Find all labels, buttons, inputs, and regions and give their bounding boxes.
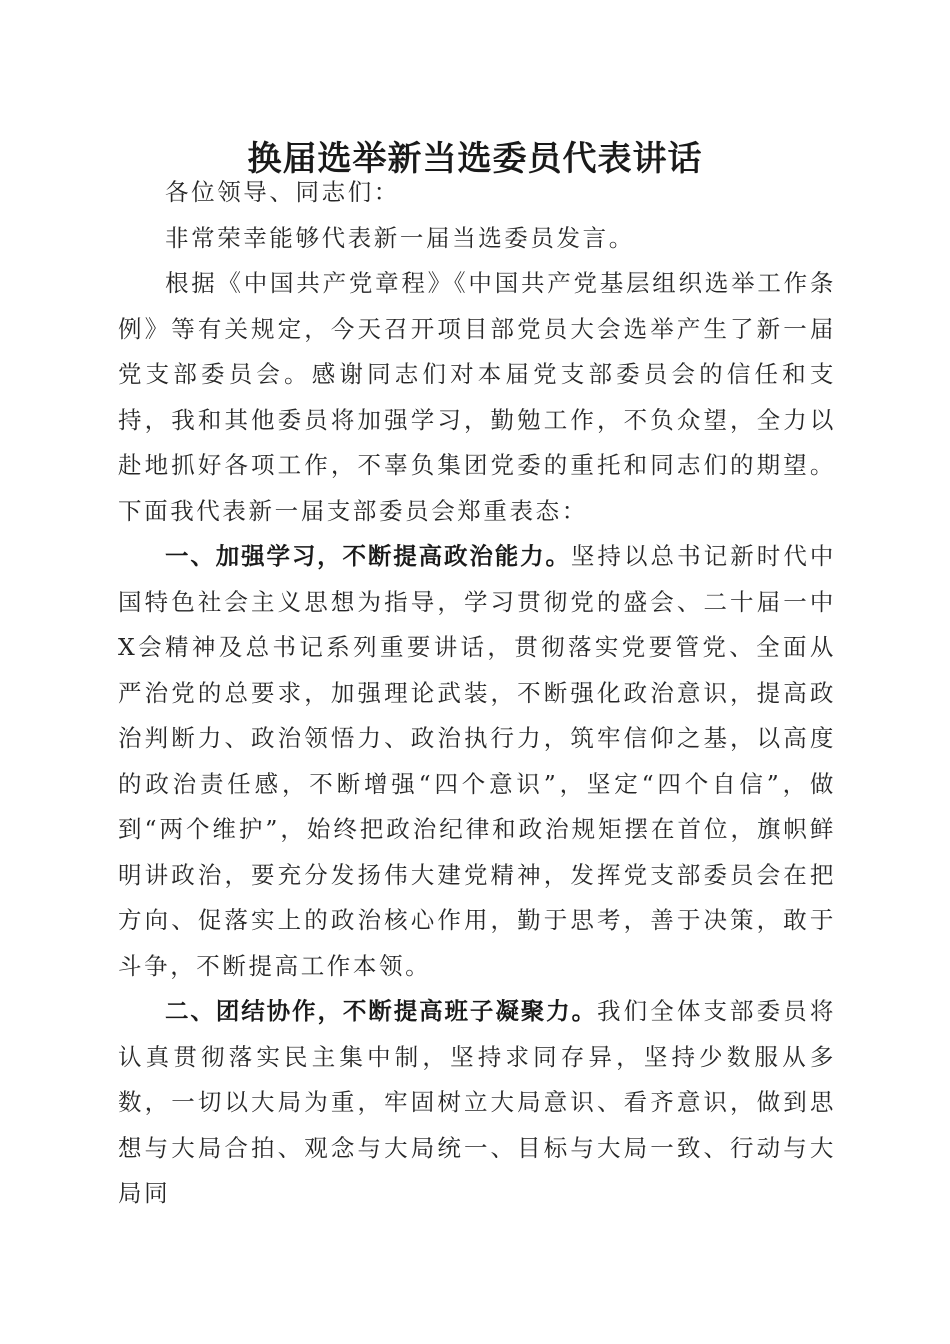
section-one-heading: 一、加强学习，不断提高政治能力。 <box>165 542 571 570</box>
section-two-body: 我们全体支部委员将认真贯彻落实民主集中制，坚持求同存异，坚持少数服从多数，一切以大局为重，牢固树立大局意识、看齐意识，做到思想与大局合拍、观念与大局统一、目标与大局一致、行动与大局同 <box>118 997 836 1207</box>
section-one-paragraph <box>118 534 836 989</box>
section-two-paragraph <box>118 989 836 1217</box>
section-two-heading: 二、团结协作，不断提高班子凝聚力。 <box>165 997 597 1025</box>
document-title: 换届选举新当选委员代表讲话 <box>247 139 703 179</box>
document-body <box>118 170 836 1217</box>
section-one-body: 坚持以总书记新时代中国特色社会主义思想为指导，学习贯彻党的盛会、二十届一中X会精神及总书记系列重要讲话，贯彻落实党要管党、全面从严治党的总要求，加强理论武装，不断强化政治意识，提高政治判断力、政治领悟力、政治执行力，筑牢信仰之基，以高度的政治责任感，不断增强“四个意识”，坚定“四个自信”，做到“两个维护”，始终把政治纪律和政治规矩摆在首位，旗帜鲜明讲政治，要充分发扬伟大建党精神，发挥党支部委员会在把方向、促落实上的政治核心作用，勤于思考，善于决策，敢于斗争，不断提高工作本领。 <box>118 542 837 980</box>
intro-paragraph: 非常荣幸能够代表新一届当选委员发言。 <box>165 223 635 252</box>
greeting-paragraph: 各位领导、同志们： <box>165 178 400 206</box>
regulation-paragraph: 根据《中国共产党章程》《中国共产党基层组织选举工作条例》等有关规定，今天召开项目部党员大会选举产生了新一届党支部委员会。感谢同志们对本届党支部委员会的信任和支持，我和其他委员将加强学习，勤勉工作，不负众望，全力以赴地抓好各项工作，不辜负集团党委的重托和同志们的期望。下面我代表新一届支部委员会郑重表态： <box>118 269 836 525</box>
